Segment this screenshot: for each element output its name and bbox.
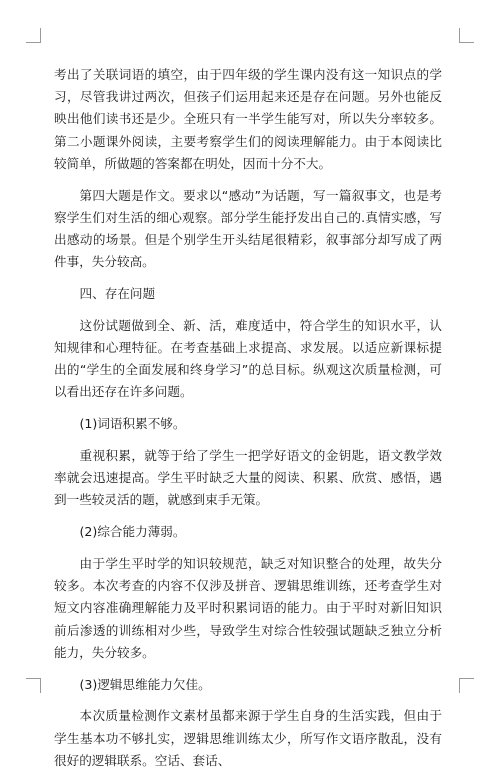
- paragraph-overview: 这份试题做到全、新、活，难度适中，符合学生的知识水平，认知规律和心理特征。在考查基础上求提高、求发展。以适应新课标提出的“学生的全面发展和终身学习”的总目标。纵观这次质量检测，可以看出还存在许多问题。: [54, 317, 442, 400]
- subheading-comprehensive: (2)综合能力薄弱。: [79, 524, 186, 540]
- subheading-logic: (3)逻辑思维能力欠佳。: [79, 676, 211, 692]
- paragraph-logic: 本次质量检测作文素材虽都来源于学生自身的生活实践，但由于学生基本功不够扎实，逻辑思维训练太少，所写作文语序散乱，没有很好的逻辑联系。空话、套话、: [54, 708, 442, 768]
- section-heading: 四、存在问题: [79, 286, 156, 302]
- document-body: [54, 64, 442, 782]
- paragraph-composition: 第四大题是作文。要求以“感动”为话题，写一篇叙事文，也是考察学生们对生活的细心观察。部分学生能抒发出自己的.真情实感，写出感动的场景。但是个别学生开头结尾很精彩，叙事部分却写成了两件事，失分较高。: [54, 187, 442, 270]
- crop-mark-bottom-left: [26, 678, 41, 693]
- crop-mark-top-right: [459, 28, 474, 43]
- crop-mark-bottom-right: [459, 678, 474, 693]
- paragraph-vocabulary: 重视积累，就等于给了学生一把学好语文的金钥匙，语文教学效率就会迅速提高。学生平时缺乏大量的阅读、积累、欣赏、感悟，遇到一些较灵活的题，就感到束手无策。: [54, 448, 442, 508]
- paragraph-continued: 考出了关联词语的填空，由于四年级的学生课内没有这一知识点的学习，尽管我讲过两次，但孩子们运用起来还是存在问题。另外也能反映出他们读书还是少。全班只有一半学生能写对，所以失分率较多。第二小题课外阅读，主要考察学生们的阅读理解能力。由于本阅读比较简单，所做题的答案都在明处，因而十分不大。: [54, 67, 442, 171]
- subheading-vocabulary: (1)词语积累不够。: [79, 416, 186, 432]
- crop-mark-top-left: [26, 28, 41, 43]
- paragraph-comprehensive: 由于学生平时学的知识较规范，缺乏对知识整合的处理，故失分较多。本次考查的内容不仅涉及拼音、逻辑思维训练，还考查学生对短文内容准确理解能力及平时积累词语的能力。由于平时对新旧知识前后渗透的训练相对少些，导致学生对综合性较强试题缺乏独立分析能力，失分较多。: [54, 556, 442, 660]
